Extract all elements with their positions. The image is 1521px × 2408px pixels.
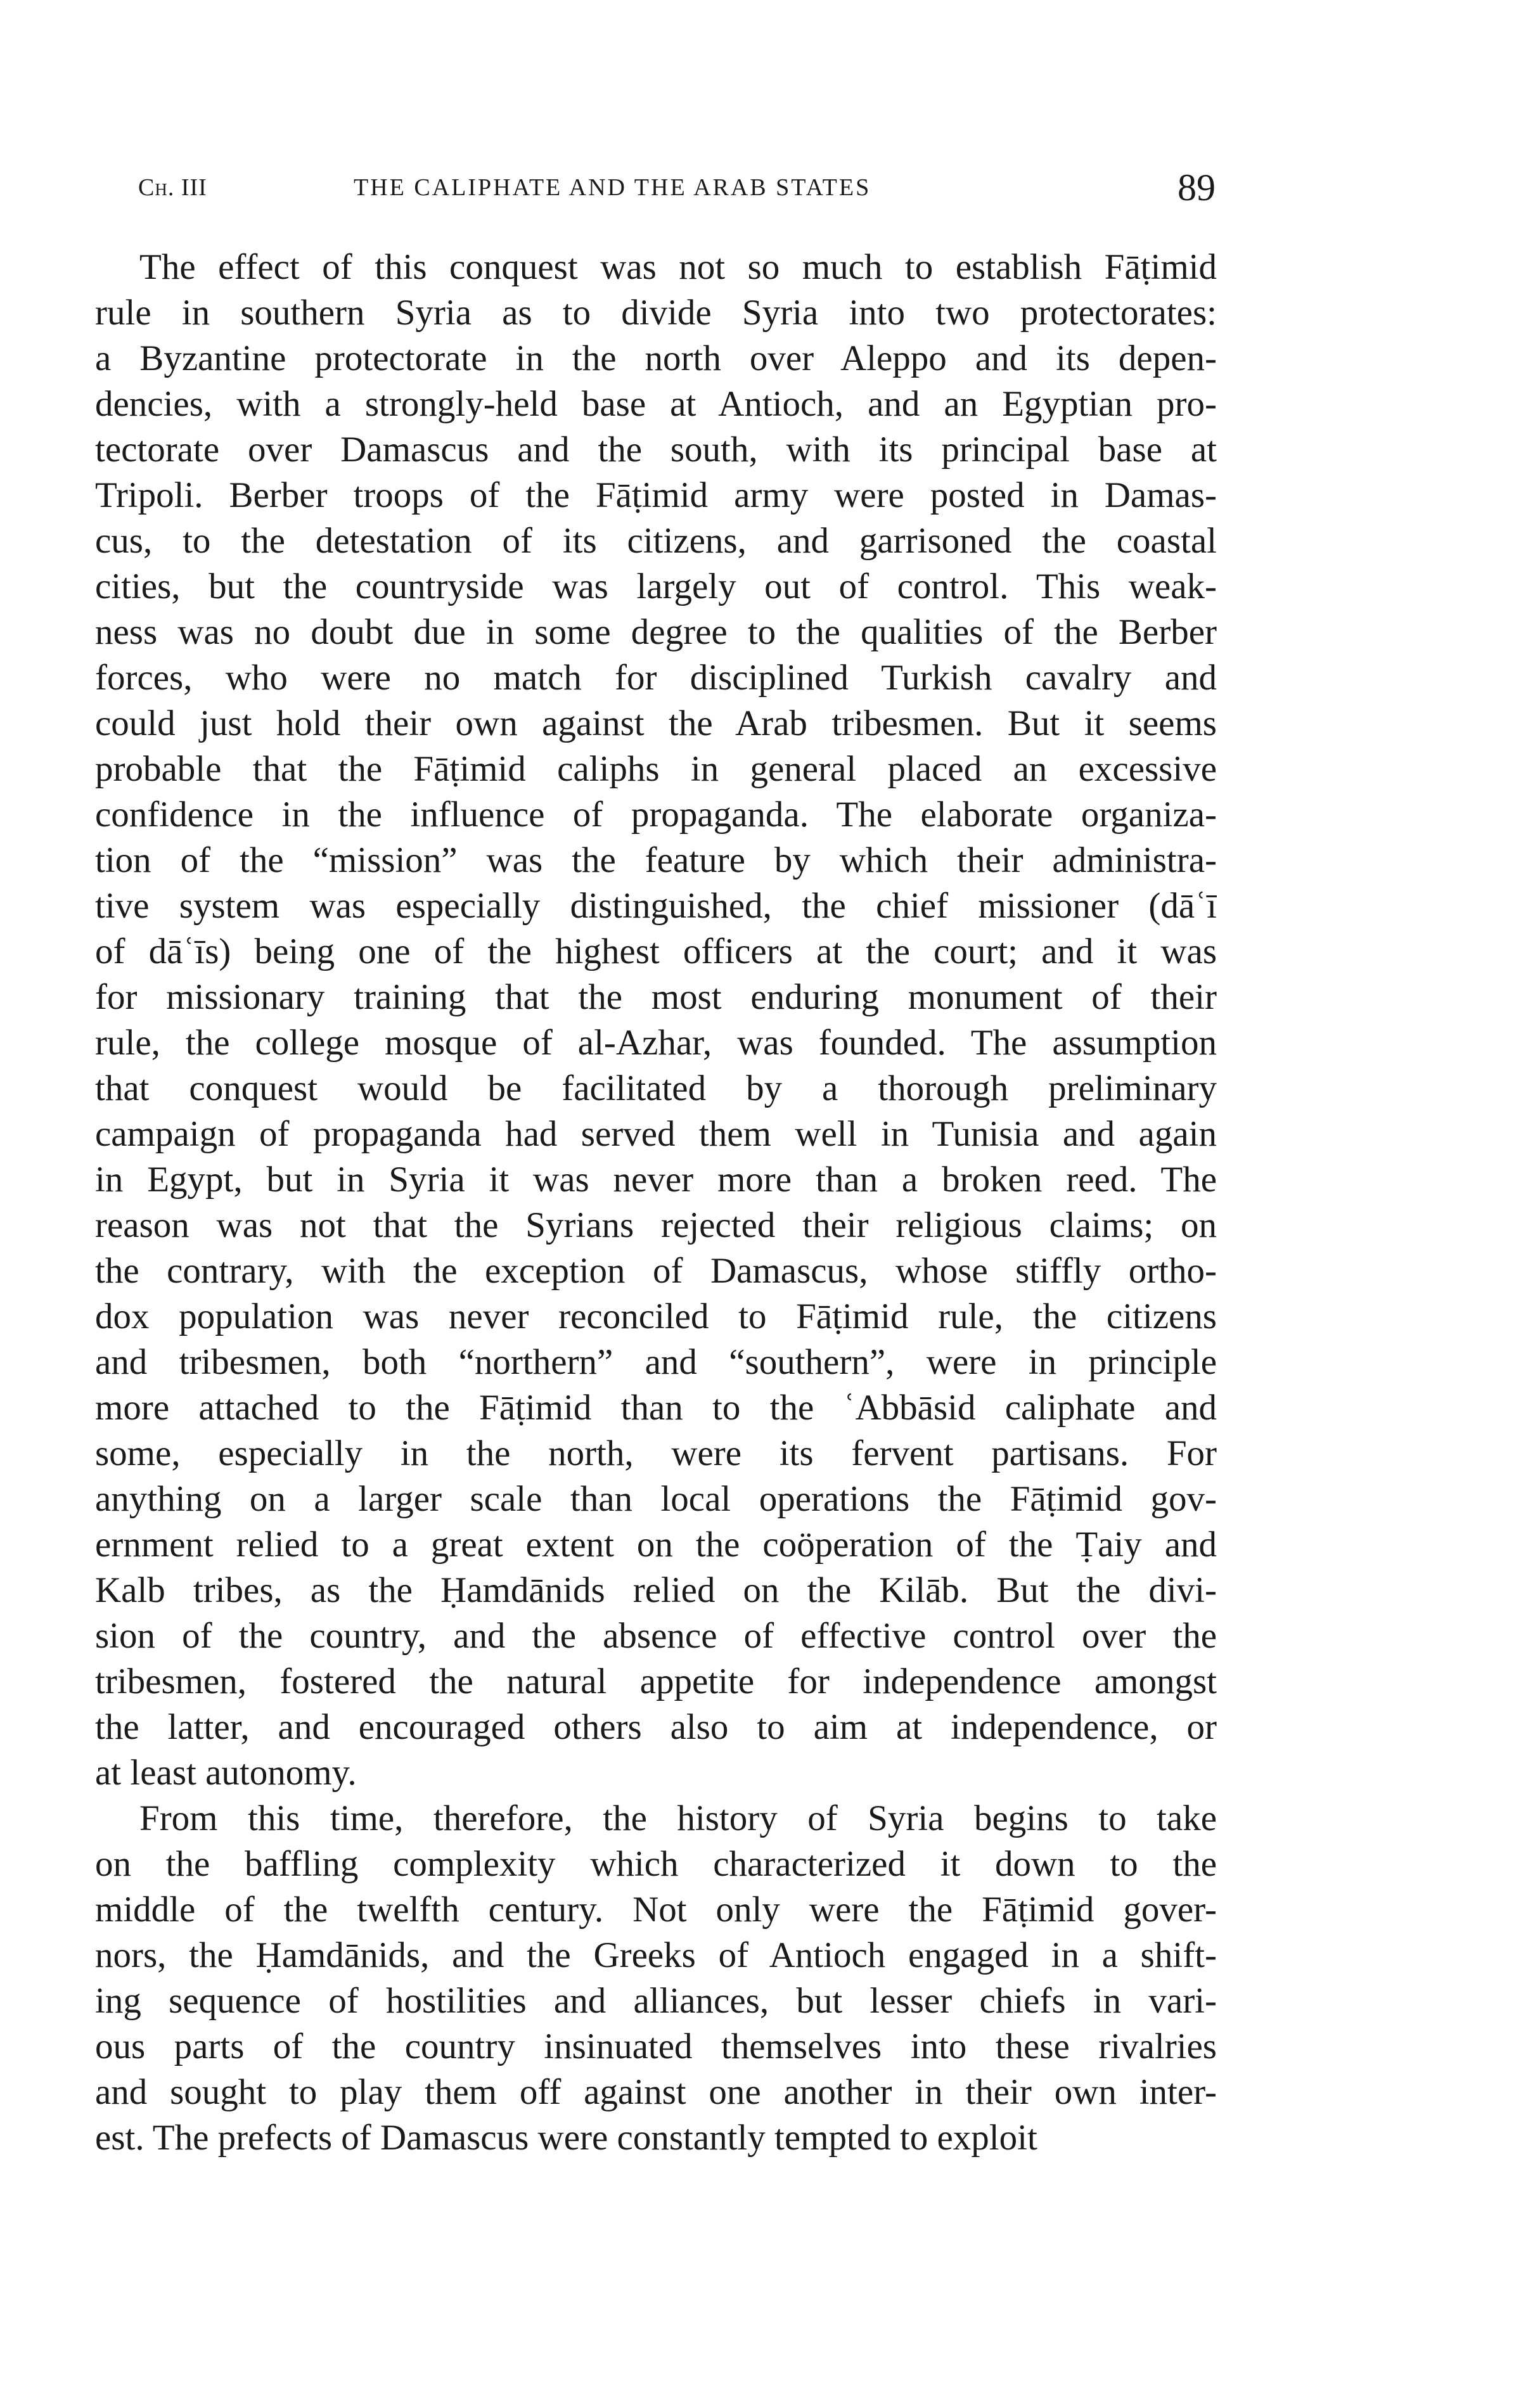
text-line: ing sequence of hostilities and alliances, but lesser chiefs in vari- [95, 1981, 1217, 2021]
chapter-label: Ch. III [138, 174, 207, 201]
text-line: at least autonomy. [95, 1753, 357, 1793]
text-line: Kalb tribes, as the Ḥamdānids relied on the Kilāb. But the divi- [95, 1570, 1217, 1610]
text-line: dencies, with a strongly-held base at Antioch, and an Egyptian pro- [95, 384, 1217, 424]
text-line: nors, the Ḥamdānids, and the Greeks of Antioch engaged in a shift- [95, 1935, 1217, 1975]
text-line: that conquest would be facilitated by a thorough preliminary [95, 1068, 1217, 1108]
text-line: reason was not that the Syrians rejected their religious claims; on [95, 1205, 1217, 1245]
text-line: and tribesmen, both “northern” and “southern”, were in principle [95, 1342, 1217, 1382]
text-line: dox population was never reconciled to Fāṭimid rule, the citizens [95, 1297, 1217, 1336]
text-line: the contrary, with the exception of Damascus, whose stiffly ortho- [95, 1251, 1217, 1291]
text-line: ernment relied to a great extent on the coöperation of the Ṭaiy and [95, 1525, 1217, 1565]
text-line: est. The prefects of Damascus were constantly tempted to exploit [95, 2118, 1037, 2158]
paragraph [95, 1796, 1217, 2161]
text-line: tectorate over Damascus and the south, with its principal base at [95, 430, 1217, 470]
text-line: tion of the “mission” was the feature by which their administra- [95, 840, 1217, 880]
text-line: cities, but the countryside was largely out of control. This weak- [95, 567, 1217, 606]
text-line: From this time, therefore, the history of Syria begins to take [139, 1798, 1217, 1838]
text-line: cus, to the detestation of its citizens, and garrisoned the coastal [95, 521, 1217, 561]
text-line: for missionary training that the most enduring monument of their [95, 977, 1217, 1017]
text-line: the latter, and encouraged others also to aim at independence, or [95, 1707, 1217, 1747]
text-line: probable that the Fāṭimid caliphs in general placed an excessive [95, 749, 1217, 789]
text-line: sion of the country, and the absence of effective control over the [95, 1616, 1217, 1656]
text-line: more attached to the Fāṭimid than to the ʿAbbāsid caliphate and [95, 1388, 1217, 1428]
text-line: of dāʿīs) being one of the highest officers at the court; and it was [95, 932, 1217, 971]
text-line: a Byzantine protectorate in the north over Aleppo and its depen- [95, 338, 1217, 378]
running-head [138, 166, 1216, 217]
text-line: on the baffling complexity which characterized it down to the [95, 1844, 1217, 1884]
text-line: ous parts of the country insinuated themselves into these rivalries [95, 2027, 1217, 2066]
paragraph [95, 245, 1217, 1796]
text-line: and sought to play them off against one another in their own inter- [95, 2072, 1217, 2112]
text-line: some, especially in the north, were its fervent partisans. For [95, 1433, 1217, 1473]
text-line: ness was no doubt due in some degree to the qualities of the Berber [95, 612, 1217, 652]
body-text [95, 245, 1217, 2161]
text-line: confidence in the influence of propaganda. The elaborate organiza- [95, 795, 1217, 835]
text-line: anything on a larger scale than local operations the Fāṭimid gov- [95, 1479, 1217, 1519]
text-line: Tripoli. Berber troops of the Fāṭimid army were posted in Damas- [95, 475, 1217, 515]
text-line: rule, the college mosque of al-Azhar, was founded. The assumption [95, 1023, 1217, 1063]
text-line: tribesmen, fostered the natural appetite for independence amongst [95, 1662, 1217, 1701]
text-line: in Egypt, but in Syria it was never more than a broken reed. The [95, 1160, 1217, 1200]
text-line: The effect of this conquest was not so much to establish Fāṭimid [139, 247, 1217, 287]
text-line: middle of the twelfth century. Not only were the Fāṭimid gover- [95, 1890, 1217, 1930]
text-line: campaign of propaganda had served them well in Tunisia and again [95, 1114, 1217, 1154]
text-line: tive system was especially distinguished, the chief missioner (dāʿī [95, 886, 1217, 926]
page-number: 89 [1178, 167, 1216, 208]
text-line: could just hold their own against the Arab tribesmen. But it seems [95, 703, 1217, 743]
text-line: rule in southern Syria as to divide Syria into two protectorates: [95, 293, 1217, 333]
text-line: forces, who were no match for disciplined Turkish cavalry and [95, 658, 1217, 698]
running-title: THE CALIPHATE AND THE ARAB STATES [354, 174, 871, 201]
